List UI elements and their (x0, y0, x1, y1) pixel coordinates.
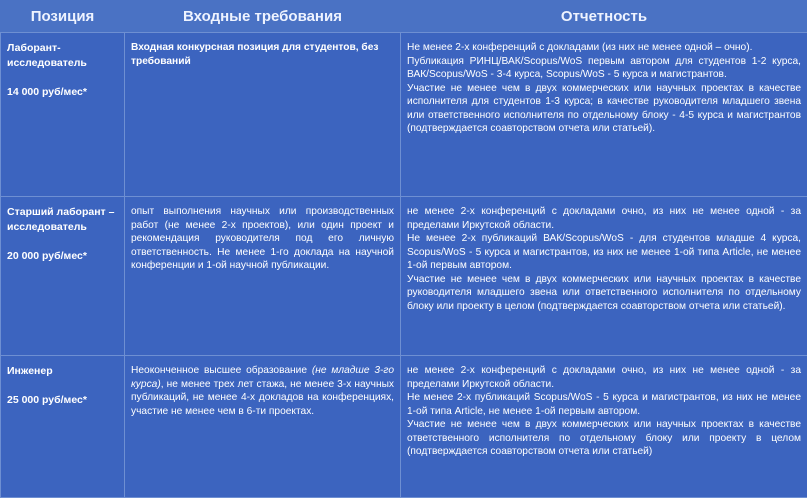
header-reporting: Отчетность (401, 0, 807, 33)
position-cell (1, 356, 125, 498)
reporting-item: Участие не менее чем в двух коммерческих или научных проектах в качестве ответственного исполнителя по отдельному блоку или проекту в целом (подтверждается соавторством отчета или статьей) (407, 418, 801, 459)
requirements-text: Входная конкурсная позиция для студентов, без требований (131, 41, 394, 68)
table-header-row (1, 0, 807, 33)
reporting-item: Не менее 2-х конференций с докладами (из них не менее одной – очно). (407, 41, 801, 55)
requirements-cell (125, 356, 401, 498)
reporting-item: Участие не менее чем в двух коммерческих или научных проектах в качестве исполнителя для студентов 1-3 курса; в качестве руководителя младшего звена или ответственного исполнителя по отдельному блоку - 4-5 курса и магистрантов (подтверждается соавторством отчета или статьей). (407, 82, 801, 136)
header-requirements: Входные требования (125, 0, 401, 33)
reporting-item: не менее 2-х конференций с докладами очно, из них не менее одной - за пределами Иркутской области. (407, 205, 801, 232)
requirements-text (131, 364, 394, 418)
position-salary: 14 000 руб/мес* (7, 85, 118, 100)
requirements-cell (125, 33, 401, 197)
position-cell (1, 33, 125, 197)
position-title: Старший лаборант – исследователь (7, 205, 118, 235)
position-title: Инженер (7, 364, 118, 379)
position-salary: 20 000 руб/мес* (7, 249, 118, 264)
reporting-cell (401, 33, 807, 197)
reporting-item: Не менее 2-х публикаций Scopus/WoS - 5 курса и магистрантов, из них не менее 1-ой типа Article, не менее 1-ой первым автором. (407, 391, 801, 418)
reporting-cell (401, 356, 807, 498)
position-title: Лаборант-исследователь (7, 41, 118, 71)
reporting-item: Публикация РИНЦ/ВАК/Scopus/WoS первым автором для студентов 1-2 курса, ВАК/Scopus/WoS - 3-4 курса, Scopus/WoS - 5 курса и магистрантов. (407, 55, 801, 82)
table-row (1, 33, 807, 197)
header-position: Позиция (1, 0, 125, 33)
reporting-item: Участие не менее чем в двух коммерческих или научных проектах в качестве руководителя младшего звена или ответственного исполнителя по отдельному блоку или проекту в целом (подтверждается соавторством отчета или статьей). (407, 273, 801, 314)
requirements-text: опыт выполнения научных или производственных работ (не менее 2-х проектов), или один проект и рекомендация руководителя под его личную ответственность. Не менее 1-го доклада на научной конференции и 1-ой научной публикации. (131, 205, 394, 273)
requirements-text-start: Неоконченное высшее образование (131, 365, 312, 376)
requirements-text-end: , не менее трех лет стажа, не менее 3-х научных публикаций, не менее 4-х докладов на конференциях, участие не менее чем в 6-ти проектах. (131, 379, 394, 417)
table-row (1, 197, 807, 356)
reporting-item: Не менее 2-х публикаций ВАК/Scopus/WoS - для студентов младше 4 курса, Scopus/WoS - 5 курса и магистрантов, из них не менее 1-ой типа Article, не менее 1-ой первым автором. (407, 232, 801, 273)
table-row (1, 356, 807, 498)
requirements-text-emphasis: (не младше 3-го курса) (131, 365, 394, 390)
position-cell (1, 197, 125, 356)
reporting-item: не менее 2-х конференций с докладами очно, из них не менее одной - за пределами Иркутской области. (407, 364, 801, 391)
position-salary: 25 000 руб/мес* (7, 393, 118, 408)
reporting-cell (401, 197, 807, 356)
requirements-cell (125, 197, 401, 356)
